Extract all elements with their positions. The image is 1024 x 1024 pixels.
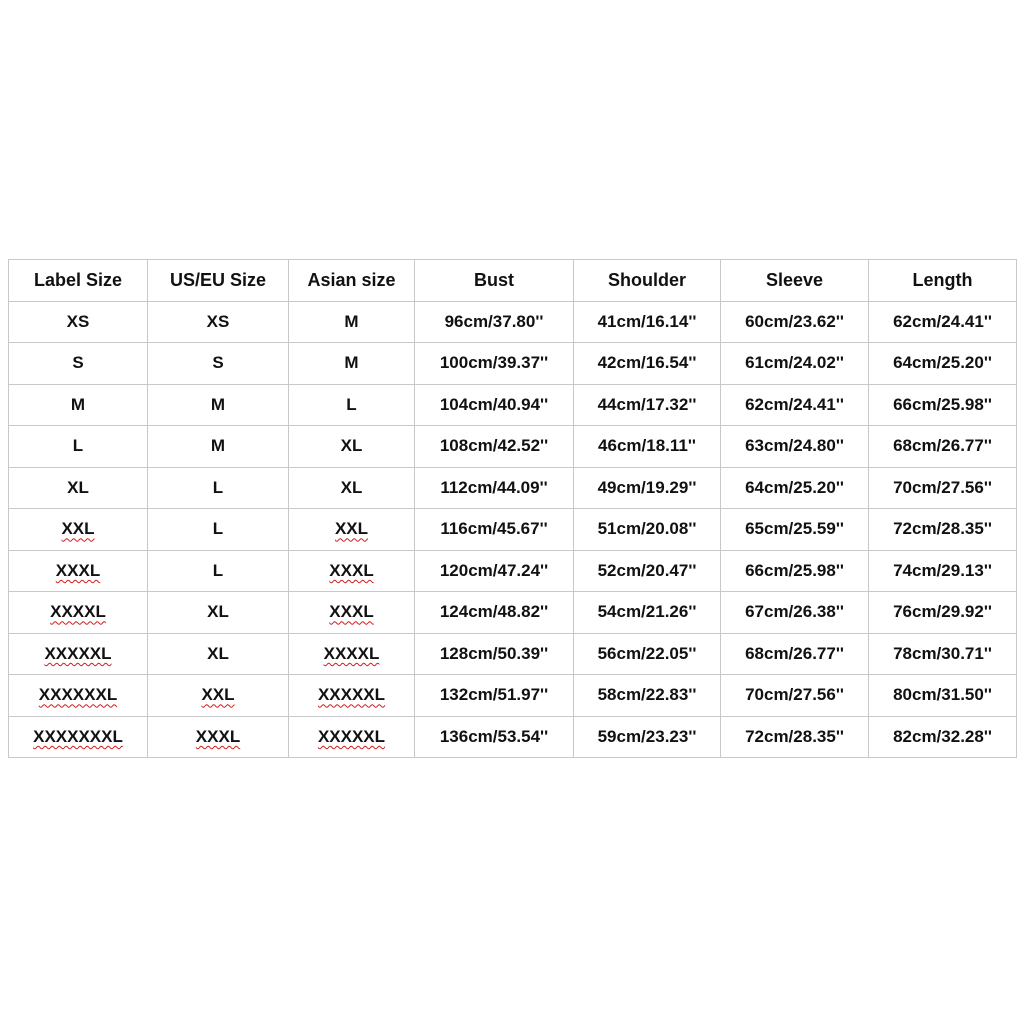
shoulder-cell: 59cm/23.23'' [574, 716, 721, 758]
sleeve-cell: 65cm/25.59'' [721, 509, 869, 551]
sleeve-cell: 62cm/24.41'' [721, 384, 869, 426]
sleeve-cell: 66cm/25.98'' [721, 550, 869, 592]
size-label-text: XXL [201, 685, 235, 705]
us-eu-size-cell: XL [148, 592, 289, 634]
header-row [9, 260, 1017, 302]
shoulder-cell: 54cm/21.26'' [574, 592, 721, 634]
asian-size-cell [289, 592, 415, 634]
bust-cell: 104cm/40.94'' [415, 384, 574, 426]
shoulder-cell: 58cm/22.83'' [574, 675, 721, 717]
label-size-cell [9, 633, 148, 675]
length-cell: 82cm/32.28'' [869, 716, 1017, 758]
us-eu-size-cell: M [148, 426, 289, 468]
shoulder-cell: 42cm/16.54'' [574, 343, 721, 385]
us-eu-size-cell: S [148, 343, 289, 385]
table-row [9, 592, 1017, 634]
table-row [9, 509, 1017, 551]
length-cell: 80cm/31.50'' [869, 675, 1017, 717]
bust-cell: 132cm/51.97'' [415, 675, 574, 717]
header-sleeve: Sleeve [721, 260, 869, 302]
label-size-cell: L [9, 426, 148, 468]
label-size-cell [9, 716, 148, 758]
size-label-text: XXXL [55, 560, 101, 580]
label-size-cell [9, 550, 148, 592]
sleeve-cell: 68cm/26.77'' [721, 633, 869, 675]
table-row [9, 301, 1017, 343]
asian-size-cell [289, 550, 415, 592]
us-eu-size-cell [148, 716, 289, 758]
size-label-text: XXXXXL [317, 685, 386, 705]
length-cell: 72cm/28.35'' [869, 509, 1017, 551]
us-eu-size-cell: XL [148, 633, 289, 675]
sleeve-cell: 67cm/26.38'' [721, 592, 869, 634]
label-size-cell [9, 592, 148, 634]
asian-size-cell [289, 633, 415, 675]
bust-cell: 116cm/45.67'' [415, 509, 574, 551]
length-cell: 70cm/27.56'' [869, 467, 1017, 509]
bust-cell: 100cm/39.37'' [415, 343, 574, 385]
size-label-text: XXXL [329, 602, 374, 622]
shoulder-cell: 52cm/20.47'' [574, 550, 721, 592]
label-size-cell: XS [9, 301, 148, 343]
table-row [9, 426, 1017, 468]
size-rows [9, 301, 1017, 758]
label-size-cell [9, 675, 148, 717]
asian-size-cell: XL [289, 467, 415, 509]
us-eu-size-cell [148, 675, 289, 717]
size-chart-table [8, 259, 1017, 758]
shoulder-cell: 49cm/19.29'' [574, 467, 721, 509]
label-size-cell: M [9, 384, 148, 426]
header-shoulder: Shoulder [574, 260, 721, 302]
bust-cell: 120cm/47.24'' [415, 550, 574, 592]
length-cell: 64cm/25.20'' [869, 343, 1017, 385]
size-label-text: XXXXL [323, 643, 380, 663]
bust-cell: 96cm/37.80'' [415, 301, 574, 343]
header-asian-size: Asian size [289, 260, 415, 302]
size-label-text: XXXXXXL [38, 685, 118, 705]
asian-size-cell [289, 716, 415, 758]
size-label-text: XXXL [329, 560, 374, 580]
bust-cell: 108cm/42.52'' [415, 426, 574, 468]
us-eu-size-cell: L [148, 550, 289, 592]
sleeve-cell: 61cm/24.02'' [721, 343, 869, 385]
size-label-text: XXXXXXXL [33, 726, 123, 746]
asian-size-cell: M [289, 301, 415, 343]
shoulder-cell: 46cm/18.11'' [574, 426, 721, 468]
label-size-cell: S [9, 343, 148, 385]
asian-size-cell: XL [289, 426, 415, 468]
asian-size-cell [289, 509, 415, 551]
table-row [9, 675, 1017, 717]
length-cell: 62cm/24.41'' [869, 301, 1017, 343]
table-row [9, 343, 1017, 385]
size-label-text: XXL [61, 519, 95, 539]
shoulder-cell: 44cm/17.32'' [574, 384, 721, 426]
length-cell: 78cm/30.71'' [869, 633, 1017, 675]
asian-size-cell [289, 675, 415, 717]
bust-cell: 112cm/44.09'' [415, 467, 574, 509]
sleeve-cell: 64cm/25.20'' [721, 467, 869, 509]
us-eu-size-cell: M [148, 384, 289, 426]
asian-size-cell: M [289, 343, 415, 385]
table-row [9, 716, 1017, 758]
sleeve-cell: 60cm/23.62'' [721, 301, 869, 343]
bust-cell: 128cm/50.39'' [415, 633, 574, 675]
sleeve-cell: 70cm/27.56'' [721, 675, 869, 717]
table-row [9, 550, 1017, 592]
shoulder-cell: 56cm/22.05'' [574, 633, 721, 675]
sleeve-cell: 63cm/24.80'' [721, 426, 869, 468]
size-label-text: XXXL [195, 726, 241, 746]
us-eu-size-cell: XS [148, 301, 289, 343]
sleeve-cell: 72cm/28.35'' [721, 716, 869, 758]
bust-cell: 136cm/53.54'' [415, 716, 574, 758]
size-label-text: XXXXXL [317, 726, 386, 746]
header-us-eu-size: US/EU Size [148, 260, 289, 302]
length-cell: 68cm/26.77'' [869, 426, 1017, 468]
label-size-cell [9, 509, 148, 551]
size-label-text: XXL [334, 519, 369, 539]
length-cell: 74cm/29.13'' [869, 550, 1017, 592]
shoulder-cell: 51cm/20.08'' [574, 509, 721, 551]
size-label-text: XXXXL [50, 602, 106, 622]
length-cell: 66cm/25.98'' [869, 384, 1017, 426]
table-row [9, 467, 1017, 509]
us-eu-size-cell: L [148, 467, 289, 509]
header-label-size: Label Size [9, 260, 148, 302]
table-row [9, 384, 1017, 426]
table-row [9, 633, 1017, 675]
header-bust: Bust [415, 260, 574, 302]
us-eu-size-cell: L [148, 509, 289, 551]
asian-size-cell: L [289, 384, 415, 426]
header-length: Length [869, 260, 1017, 302]
shoulder-cell: 41cm/16.14'' [574, 301, 721, 343]
bust-cell: 124cm/48.82'' [415, 592, 574, 634]
size-label-text: XXXXXL [44, 643, 112, 663]
label-size-cell: XL [9, 467, 148, 509]
length-cell: 76cm/29.92'' [869, 592, 1017, 634]
